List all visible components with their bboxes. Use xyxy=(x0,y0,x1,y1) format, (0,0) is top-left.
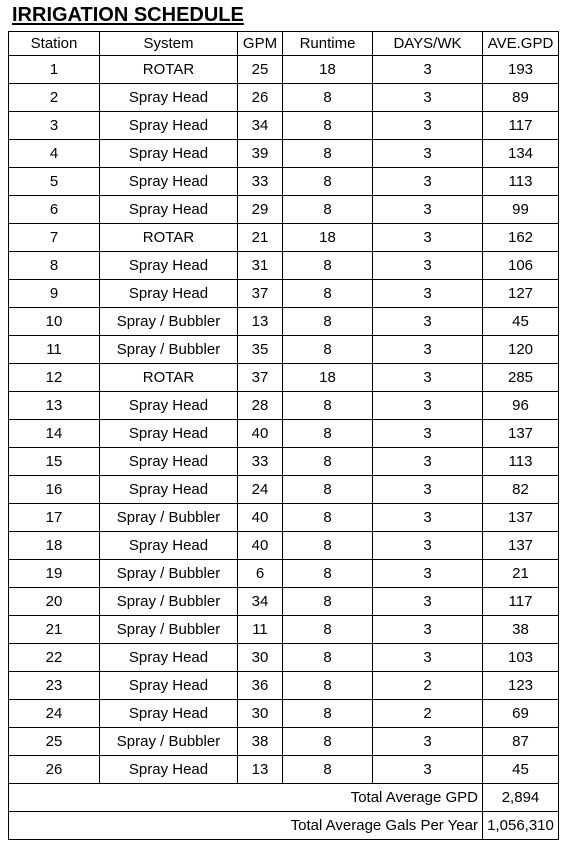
gpm-cell: 24 xyxy=(238,476,283,504)
system-cell: Spray / Bubbler xyxy=(100,616,238,644)
system-cell: Spray Head xyxy=(100,672,238,700)
table-row xyxy=(9,560,559,588)
average-gpd-cell: 137 xyxy=(483,532,559,560)
runtime-cell: 8 xyxy=(283,448,373,476)
gpm-cell: 40 xyxy=(238,532,283,560)
table-row xyxy=(9,308,559,336)
days-per-week-cell: 3 xyxy=(373,560,483,588)
system-cell: Spray Head xyxy=(100,196,238,224)
gpm-cell: 13 xyxy=(238,308,283,336)
runtime-cell: 8 xyxy=(283,560,373,588)
average-gpd-cell: 137 xyxy=(483,420,559,448)
station-cell: 7 xyxy=(9,224,100,252)
table-row xyxy=(9,168,559,196)
average-gpd-cell: 123 xyxy=(483,672,559,700)
runtime-cell: 8 xyxy=(283,84,373,112)
table-row xyxy=(9,112,559,140)
gpm-cell: 6 xyxy=(238,560,283,588)
station-cell: 26 xyxy=(9,756,100,784)
average-gpd-cell: 120 xyxy=(483,336,559,364)
runtime-cell: 8 xyxy=(283,420,373,448)
days-per-week-cell: 3 xyxy=(373,168,483,196)
system-cell: Spray Head xyxy=(100,448,238,476)
table-row xyxy=(9,252,559,280)
gpm-cell: 37 xyxy=(238,364,283,392)
average-gpd-cell: 117 xyxy=(483,588,559,616)
runtime-cell: 8 xyxy=(283,756,373,784)
system-cell: Spray / Bubbler xyxy=(100,728,238,756)
average-gpd-cell: 89 xyxy=(483,84,559,112)
gpm-cell: 40 xyxy=(238,504,283,532)
days-per-week-cell: 3 xyxy=(373,476,483,504)
gpm-cell: 36 xyxy=(238,672,283,700)
days-per-week-cell: 3 xyxy=(373,252,483,280)
average-gpd-cell: 285 xyxy=(483,364,559,392)
runtime-cell: 18 xyxy=(283,224,373,252)
station-cell: 17 xyxy=(9,504,100,532)
average-gpd-cell: 113 xyxy=(483,448,559,476)
runtime-cell: 18 xyxy=(283,364,373,392)
station-cell: 23 xyxy=(9,672,100,700)
total-year-label: Total Average Gals Per Year xyxy=(9,812,483,840)
runtime-cell: 8 xyxy=(283,196,373,224)
average-gpd-cell: 106 xyxy=(483,252,559,280)
table-row xyxy=(9,364,559,392)
runtime-cell: 8 xyxy=(283,252,373,280)
runtime-cell: 8 xyxy=(283,392,373,420)
total-year-value: 1,056,310 xyxy=(483,812,559,840)
runtime-cell: 8 xyxy=(283,588,373,616)
header-row xyxy=(9,32,559,56)
runtime-cell: 8 xyxy=(283,532,373,560)
station-cell: 19 xyxy=(9,560,100,588)
average-gpd-cell: 21 xyxy=(483,560,559,588)
average-gpd-cell: 117 xyxy=(483,112,559,140)
station-cell: 22 xyxy=(9,644,100,672)
runtime-cell: 8 xyxy=(283,672,373,700)
system-cell: Spray Head xyxy=(100,280,238,308)
header-system: System xyxy=(100,32,238,56)
table-row xyxy=(9,728,559,756)
gpm-cell: 30 xyxy=(238,644,283,672)
runtime-cell: 8 xyxy=(283,504,373,532)
gpm-cell: 25 xyxy=(238,56,283,84)
station-cell: 10 xyxy=(9,308,100,336)
days-per-week-cell: 3 xyxy=(373,196,483,224)
header-days-per-week: DAYS/WK xyxy=(373,32,483,56)
table-row xyxy=(9,700,559,728)
days-per-week-cell: 3 xyxy=(373,616,483,644)
system-cell: Spray / Bubbler xyxy=(100,560,238,588)
system-cell: Spray Head xyxy=(100,252,238,280)
table-row xyxy=(9,84,559,112)
table-row xyxy=(9,756,559,784)
station-cell: 2 xyxy=(9,84,100,112)
system-cell: Spray Head xyxy=(100,532,238,560)
table-row xyxy=(9,224,559,252)
station-cell: 4 xyxy=(9,140,100,168)
days-per-week-cell: 3 xyxy=(373,532,483,560)
days-per-week-cell: 3 xyxy=(373,588,483,616)
system-cell: ROTAR xyxy=(100,364,238,392)
table-row xyxy=(9,420,559,448)
days-per-week-cell: 3 xyxy=(373,756,483,784)
system-cell: Spray Head xyxy=(100,168,238,196)
station-cell: 21 xyxy=(9,616,100,644)
gpm-cell: 34 xyxy=(238,588,283,616)
average-gpd-cell: 113 xyxy=(483,168,559,196)
days-per-week-cell: 3 xyxy=(373,448,483,476)
days-per-week-cell: 3 xyxy=(373,336,483,364)
station-cell: 18 xyxy=(9,532,100,560)
system-cell: ROTAR xyxy=(100,56,238,84)
system-cell: ROTAR xyxy=(100,224,238,252)
gpm-cell: 31 xyxy=(238,252,283,280)
station-cell: 12 xyxy=(9,364,100,392)
header-average-gpd: AVE.GPD xyxy=(483,32,559,56)
station-cell: 25 xyxy=(9,728,100,756)
total-gpd-label: Total Average GPD xyxy=(9,784,483,812)
table-row xyxy=(9,448,559,476)
runtime-cell: 8 xyxy=(283,616,373,644)
days-per-week-cell: 3 xyxy=(373,504,483,532)
gpm-cell: 11 xyxy=(238,616,283,644)
runtime-cell: 8 xyxy=(283,140,373,168)
runtime-cell: 8 xyxy=(283,280,373,308)
days-per-week-cell: 3 xyxy=(373,84,483,112)
system-cell: Spray Head xyxy=(100,700,238,728)
average-gpd-cell: 69 xyxy=(483,700,559,728)
runtime-cell: 8 xyxy=(283,728,373,756)
gpm-cell: 33 xyxy=(238,448,283,476)
gpm-cell: 37 xyxy=(238,280,283,308)
system-cell: Spray / Bubbler xyxy=(100,504,238,532)
average-gpd-cell: 99 xyxy=(483,196,559,224)
runtime-cell: 8 xyxy=(283,476,373,504)
days-per-week-cell: 3 xyxy=(373,644,483,672)
table-row xyxy=(9,392,559,420)
gpm-cell: 38 xyxy=(238,728,283,756)
header-station: Station xyxy=(9,32,100,56)
station-cell: 15 xyxy=(9,448,100,476)
system-cell: Spray Head xyxy=(100,84,238,112)
average-gpd-cell: 45 xyxy=(483,756,559,784)
system-cell: Spray Head xyxy=(100,420,238,448)
days-per-week-cell: 3 xyxy=(373,308,483,336)
irrigation-schedule-table xyxy=(8,31,559,840)
table-row xyxy=(9,140,559,168)
average-gpd-cell: 87 xyxy=(483,728,559,756)
total-year-row xyxy=(9,812,559,840)
system-cell: Spray Head xyxy=(100,756,238,784)
table-row xyxy=(9,672,559,700)
total-gpd-value: 2,894 xyxy=(483,784,559,812)
days-per-week-cell: 3 xyxy=(373,364,483,392)
table-row xyxy=(9,532,559,560)
system-cell: Spray Head xyxy=(100,140,238,168)
runtime-cell: 18 xyxy=(283,56,373,84)
days-per-week-cell: 3 xyxy=(373,280,483,308)
days-per-week-cell: 2 xyxy=(373,700,483,728)
station-cell: 20 xyxy=(9,588,100,616)
days-per-week-cell: 3 xyxy=(373,56,483,84)
station-cell: 9 xyxy=(9,280,100,308)
days-per-week-cell: 2 xyxy=(373,672,483,700)
gpm-cell: 13 xyxy=(238,756,283,784)
table-row xyxy=(9,196,559,224)
gpm-cell: 30 xyxy=(238,700,283,728)
station-cell: 16 xyxy=(9,476,100,504)
station-cell: 14 xyxy=(9,420,100,448)
days-per-week-cell: 3 xyxy=(373,112,483,140)
system-cell: Spray / Bubbler xyxy=(100,588,238,616)
gpm-cell: 34 xyxy=(238,112,283,140)
average-gpd-cell: 82 xyxy=(483,476,559,504)
runtime-cell: 8 xyxy=(283,112,373,140)
average-gpd-cell: 137 xyxy=(483,504,559,532)
table-row xyxy=(9,336,559,364)
station-cell: 3 xyxy=(9,112,100,140)
gpm-cell: 29 xyxy=(238,196,283,224)
average-gpd-cell: 127 xyxy=(483,280,559,308)
table-row xyxy=(9,280,559,308)
header-runtime: Runtime xyxy=(283,32,373,56)
station-cell: 8 xyxy=(9,252,100,280)
average-gpd-cell: 134 xyxy=(483,140,559,168)
system-cell: Spray / Bubbler xyxy=(100,336,238,364)
page-title: IRRIGATION SCHEDULE xyxy=(12,4,244,26)
days-per-week-cell: 3 xyxy=(373,728,483,756)
total-gpd-row xyxy=(9,784,559,812)
station-cell: 24 xyxy=(9,700,100,728)
gpm-cell: 39 xyxy=(238,140,283,168)
gpm-cell: 26 xyxy=(238,84,283,112)
schedule-rows xyxy=(9,56,559,784)
station-cell: 5 xyxy=(9,168,100,196)
system-cell: Spray / Bubbler xyxy=(100,308,238,336)
runtime-cell: 8 xyxy=(283,700,373,728)
station-cell: 13 xyxy=(9,392,100,420)
system-cell: Spray Head xyxy=(100,476,238,504)
gpm-cell: 35 xyxy=(238,336,283,364)
table-row xyxy=(9,644,559,672)
days-per-week-cell: 3 xyxy=(373,420,483,448)
table-row xyxy=(9,616,559,644)
system-cell: Spray Head xyxy=(100,112,238,140)
station-cell: 11 xyxy=(9,336,100,364)
system-cell: Spray Head xyxy=(100,644,238,672)
runtime-cell: 8 xyxy=(283,168,373,196)
gpm-cell: 28 xyxy=(238,392,283,420)
gpm-cell: 33 xyxy=(238,168,283,196)
average-gpd-cell: 193 xyxy=(483,56,559,84)
runtime-cell: 8 xyxy=(283,336,373,364)
gpm-cell: 40 xyxy=(238,420,283,448)
average-gpd-cell: 96 xyxy=(483,392,559,420)
system-cell: Spray Head xyxy=(100,392,238,420)
runtime-cell: 8 xyxy=(283,644,373,672)
days-per-week-cell: 3 xyxy=(373,140,483,168)
table-row xyxy=(9,476,559,504)
average-gpd-cell: 103 xyxy=(483,644,559,672)
runtime-cell: 8 xyxy=(283,308,373,336)
average-gpd-cell: 162 xyxy=(483,224,559,252)
station-cell: 6 xyxy=(9,196,100,224)
days-per-week-cell: 3 xyxy=(373,224,483,252)
days-per-week-cell: 3 xyxy=(373,392,483,420)
average-gpd-cell: 38 xyxy=(483,616,559,644)
table-row xyxy=(9,588,559,616)
average-gpd-cell: 45 xyxy=(483,308,559,336)
table-row xyxy=(9,504,559,532)
station-cell: 1 xyxy=(9,56,100,84)
header-gpm: GPM xyxy=(238,32,283,56)
gpm-cell: 21 xyxy=(238,224,283,252)
table-row xyxy=(9,56,559,84)
